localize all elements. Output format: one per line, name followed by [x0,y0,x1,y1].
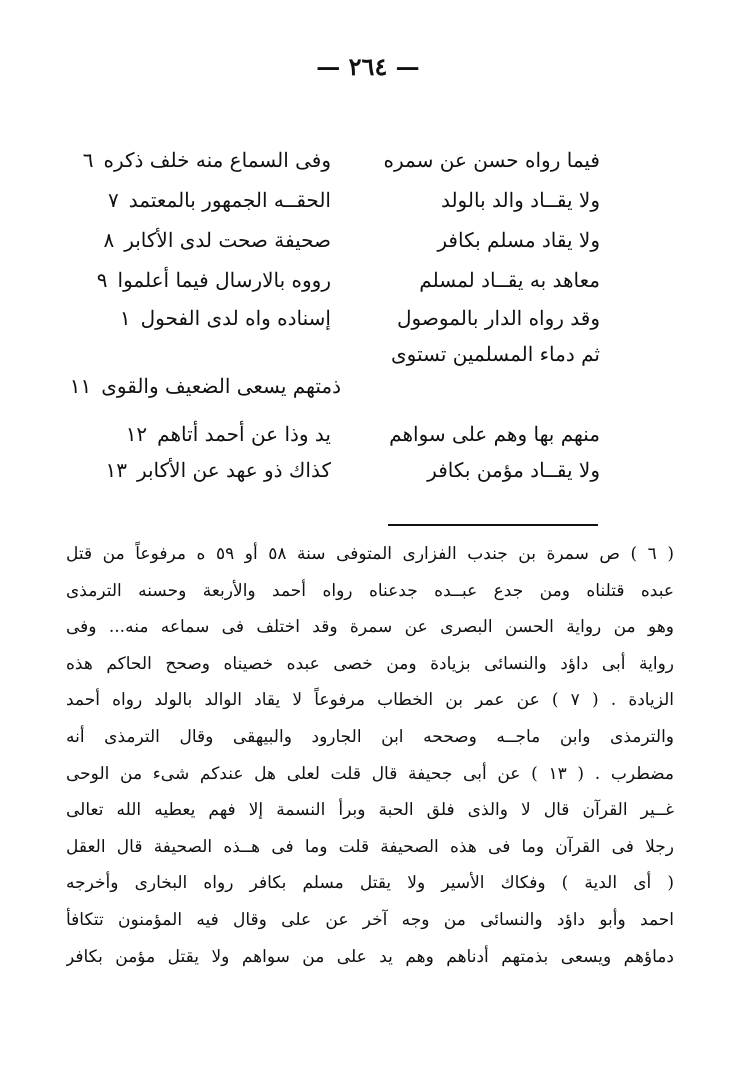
verse-number: ١٢ [125,422,148,446]
verse-second-hemistich [21,180,331,220]
footnote-line: عبده قتلناه ومن جدع عبــده جدعناه رواه أحمد والأربعة وحسنه الترمذى [66,580,674,601]
footnote-line: احمد وأبو داؤد والنسائى من وجه آخر عن على وقال فيه المؤمنون تتكافأ [66,909,674,930]
footnote-line: غــير القرآن قال لا والذى فلق الحبة وبرأ النسمة إلا فهم يعطيه الله تعالى [66,800,674,821]
verse-first-hemistich: ولا يقــاد والد بالولد [440,188,600,212]
verse-line [0,220,736,260]
verse-number: ١٣ [105,458,127,482]
poem [0,0,736,500]
verse-second-hemistich-text: يد وذا عن أحمد أتاهم [157,422,331,446]
verse-number: ١ [119,306,131,330]
verse-first-hemistich: ثم دماء المسلمين تستوى [391,342,600,366]
footnote-line: وهو من رواية الحسن البصرى عن سمرة وقد اختلف فى سماعه منه... وفى [66,617,674,638]
footnotes [66,536,674,975]
page-number: — ٢٦٤ — [316,52,420,81]
footnote-line: ( ٦ ) ص سمرة بن جندب الفزارى المتوفى سنة ٥٨ أو ٥٩ ه مرفوعاً من قتل [66,544,674,564]
verse-first-hemistich: ولا يقــاد مؤمن بكافر [427,458,600,482]
verse-number: ١١ [69,374,92,398]
verse-line [0,414,736,454]
verse-first-hemistich: معاهد به يقــاد لمسلم [419,268,600,292]
verse-second-hemistich [21,450,331,490]
verse-second-hemistich-text: ذمتهم يسعى الضعيف والقوى [101,374,341,398]
footnote-line: والترمذى وابن ماجــه وصححه ابن الجارود والبيهقى وقال الترمذى أنه [66,726,674,747]
verse-line [0,140,736,180]
verse-second-hemistich-text: صحيفة صحت لدى الأكابر [124,228,331,252]
footnote-line: دماؤهم ويسعى بذمتهم أدناهم وهم يد على من سواهم ولا يقتل مؤمن بكافر [66,946,674,967]
verse-second-hemistich [21,298,331,338]
footnote-divider [388,524,598,526]
verse-first-hemistich: ولا يقاد مسلم بكافر [437,228,600,252]
verse-second-hemistich [21,140,331,180]
verse-second-hemistich [21,220,331,260]
verse-second-hemistich-text: كذاك ذو عهد عن الأكابر [136,458,331,482]
verse-second-hemistich-text: وفى السماع منه خلف ذكره [103,148,331,172]
verse-number: ٩ [96,268,108,292]
footnote-line: الزيادة . ( ٧ ) عن عمر بن الخطاب مرفوعاً لا يقاد الوالد بالولد رواه أحمد [66,690,674,711]
verse-line [0,260,736,300]
verse-number: ٦ [82,148,94,172]
footnote-line: رجلا فى القرآن وما فى هذه الصحيفة قلت وما فى هــذه الصحيفة قال العقل [66,836,674,857]
verse-line [0,366,736,406]
verse-second-hemistich-text: إسناده واه لدى الفحول [140,306,331,330]
verse-second-hemistich [21,260,331,300]
verse-second-hemistich [21,414,331,454]
verse-second-hemistich-text: رووه بالارسال فيما أعلموا [117,268,331,292]
footnote-line: ( أى الدية ) وفكاك الأسير ولا يقتل مسلم بكافر رواه البخارى وأخرجه [66,873,674,894]
verse-line [0,450,736,490]
verse-line [0,298,736,338]
verse-number: ٧ [108,188,119,212]
verse-number: ٨ [103,228,115,252]
verse-line [0,180,736,220]
verse-second-hemistich-text: الحقــه الجمهور بالمعتمد [128,188,331,212]
verse-first-hemistich: منهم بها وهم على سواهم [389,422,600,446]
verse-first-hemistich: وقد رواه الدار بالموصول [397,306,600,330]
verse-second-hemistich [21,366,341,406]
footnote-line: رواية أبى داؤد والنسائى بزيادة ومن خصى عبده خصيناه وصحح الحاكم هذه [66,653,674,674]
verse-first-hemistich: فيما رواه حسن عن سمره [383,148,600,172]
footnote-line: مضطرب . ( ١٣ ) عن أبى جحيفة قال قلت لعلى هل عندكم شىء من الوحى [66,763,674,784]
